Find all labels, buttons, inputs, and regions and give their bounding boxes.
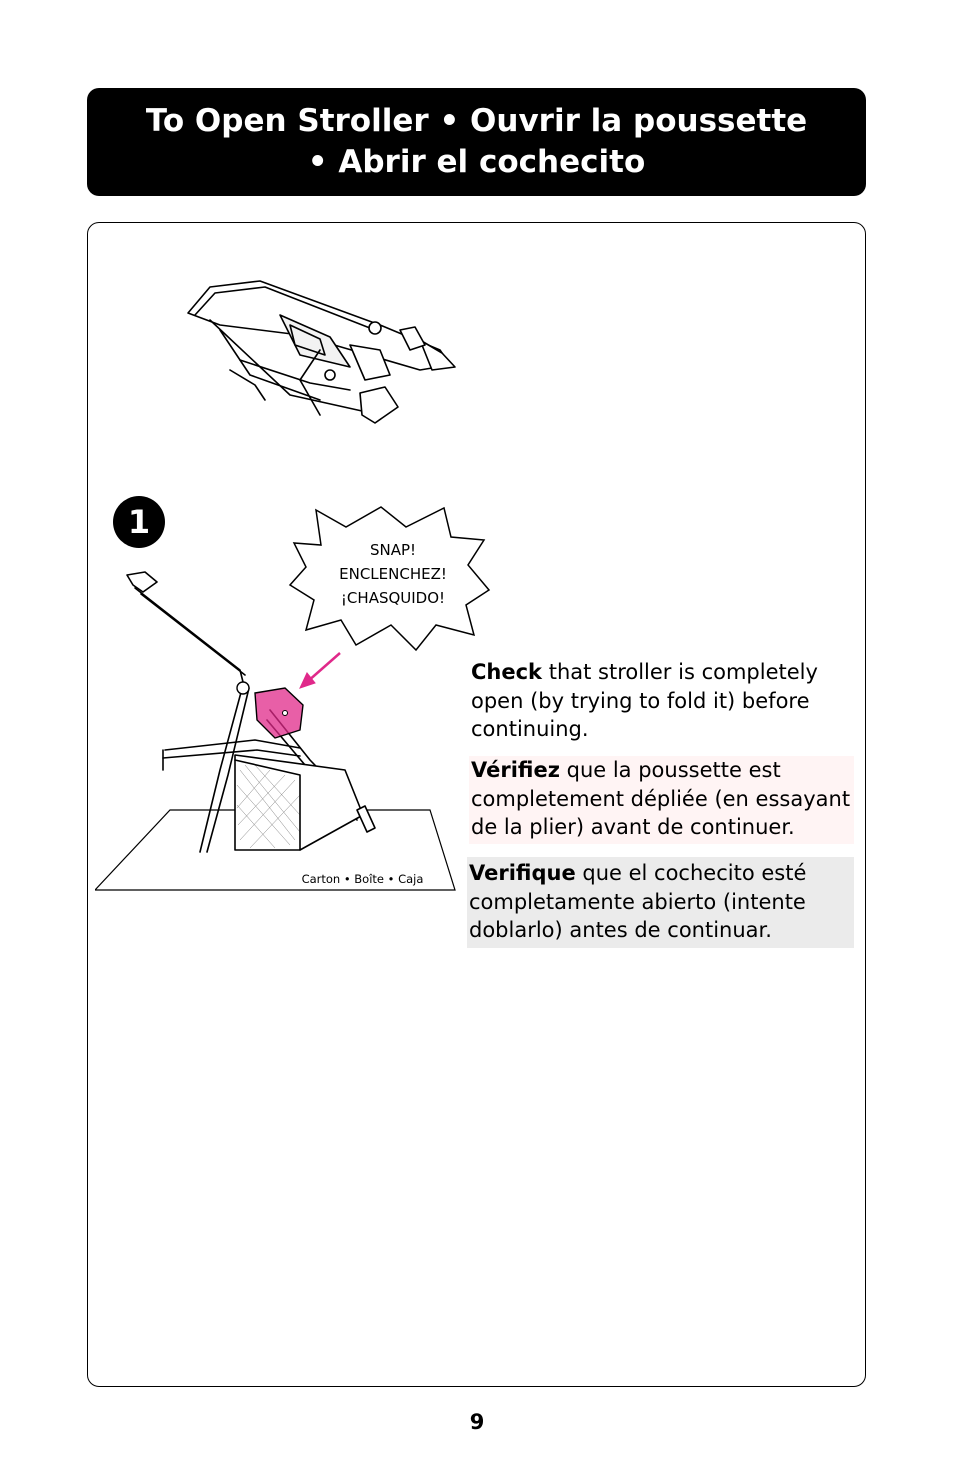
instruction-english-keyword: Check — [471, 660, 543, 684]
instruction-english-text: that stroller is completely open (by trying to fold it) before continuing. — [471, 660, 818, 741]
instruction-english — [471, 658, 851, 744]
section-header — [87, 88, 866, 196]
snap-line-1: SNAP! — [369, 541, 417, 559]
header-title-line-1: To Open Stroller • Ouvrir la poussette — [145, 103, 808, 139]
instruction-french-text: que la poussette est completement dépliée (en essayant de la plier) avant de continuer. — [471, 758, 851, 839]
step-number-badge: 1 — [113, 496, 165, 548]
instruction-spanish-text: que el cochecito esté completamente abierto (intente doblarlo) antes de continuar. — [469, 861, 807, 942]
snap-line-3: ¡CHASQUIDO! — [340, 589, 446, 607]
folded-stroller-illustration — [180, 275, 465, 435]
instruction-french — [469, 756, 854, 844]
carton-label: Carton • Boîte • Caja — [301, 872, 424, 886]
snap-line-2: ENCLENCHEZ! — [339, 565, 447, 583]
instruction-spanish — [467, 857, 854, 948]
header-title-line-2: • Abrir el cochecito — [307, 144, 646, 180]
open-stroller-illustration — [95, 570, 465, 895]
page-number: 9 — [469, 1410, 485, 1434]
instruction-spanish-keyword: Verifique — [469, 861, 576, 885]
instruction-french-keyword: Vérifiez — [471, 758, 560, 782]
